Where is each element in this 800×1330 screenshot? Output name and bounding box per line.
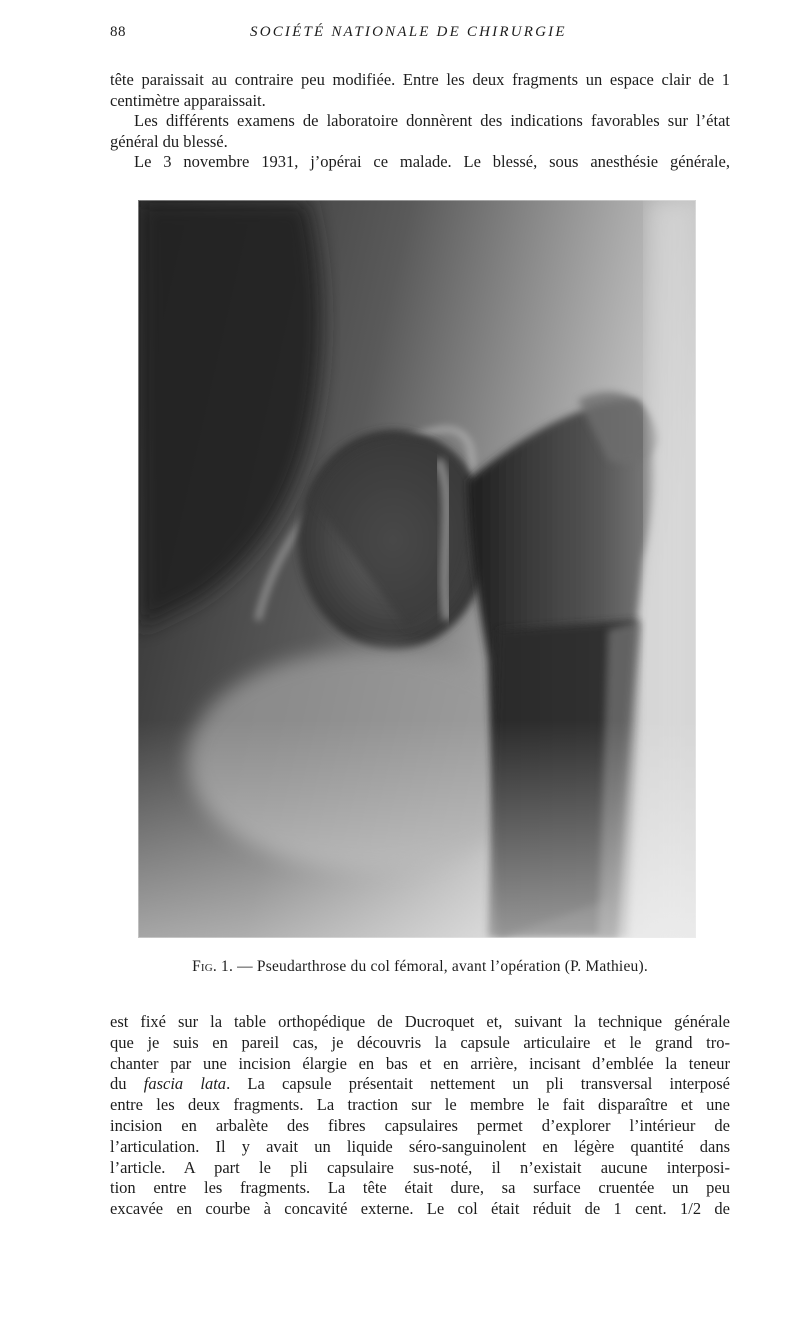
text-line: chanter par une incision élargie en bas et en arrière, incisant d’emblée la teneur xyxy=(110,1053,730,1073)
text-line: entre les deux fragments. La traction sur le membre le fait disparaître et une xyxy=(110,1095,730,1115)
text-line xyxy=(110,1074,730,1095)
paragraph-fragments: tête paraissait au contraire peu modifiée. Entre les deux fragments un espace clair de 1 centimètre apparaissait. xyxy=(110,70,730,110)
text-line: l’article. A part le pli capsulaire sus-noté, il n’existait aucune interposi- xyxy=(110,1157,730,1177)
paragraph-operation-date: Le 3 novembre 1931, j’opérai ce malade. Le blessé, sous anesthésie générale, xyxy=(134,152,730,171)
running-head: SOCIÉTÉ NATIONALE DE CHIRURGIE xyxy=(250,24,567,40)
text-line: l’articulation. Il y avait un liquide séro-sanguinolent en légère quantité dans xyxy=(110,1136,730,1156)
text-line: tion entre les fragments. La tête était dure, sa surface cruentée un peu xyxy=(110,1178,730,1198)
text-fragment: . La capsule présentait nettement un pli transversal interposé xyxy=(226,1074,730,1094)
page-number: 88 xyxy=(110,24,126,40)
text-line: excavée en courbe à concavité externe. Le col était réduit de 1 cent. 1/2 de xyxy=(110,1199,730,1219)
fascia-lata-term: fascia lata xyxy=(143,1074,227,1094)
xray-figure xyxy=(138,200,696,938)
figure-caption xyxy=(140,958,700,976)
text-line: incision en arbalète des fibres capsulaires permet d’explorer l’intérieur de xyxy=(110,1115,730,1135)
paragraph-operation-description xyxy=(110,1012,730,1220)
figure-caption-text: — Pseudarthrose du col fémoral, avant l’opération (P. Mathieu). xyxy=(233,958,648,975)
text-line: que je suis en pareil cas, je découvris la capsule articulaire et le grand tro- xyxy=(110,1032,730,1052)
paragraph-lab-exams: Les différents examens de laboratoire donnèrent des indications favorables sur l’état général du blessé. xyxy=(110,111,730,151)
text-fragment: du xyxy=(110,1074,144,1094)
text-line: est fixé sur la table orthopédique de Ducroquet et, suivant la technique générale xyxy=(110,1012,730,1031)
figure-label: Fig. 1. xyxy=(192,958,234,975)
xray-image xyxy=(138,200,696,938)
